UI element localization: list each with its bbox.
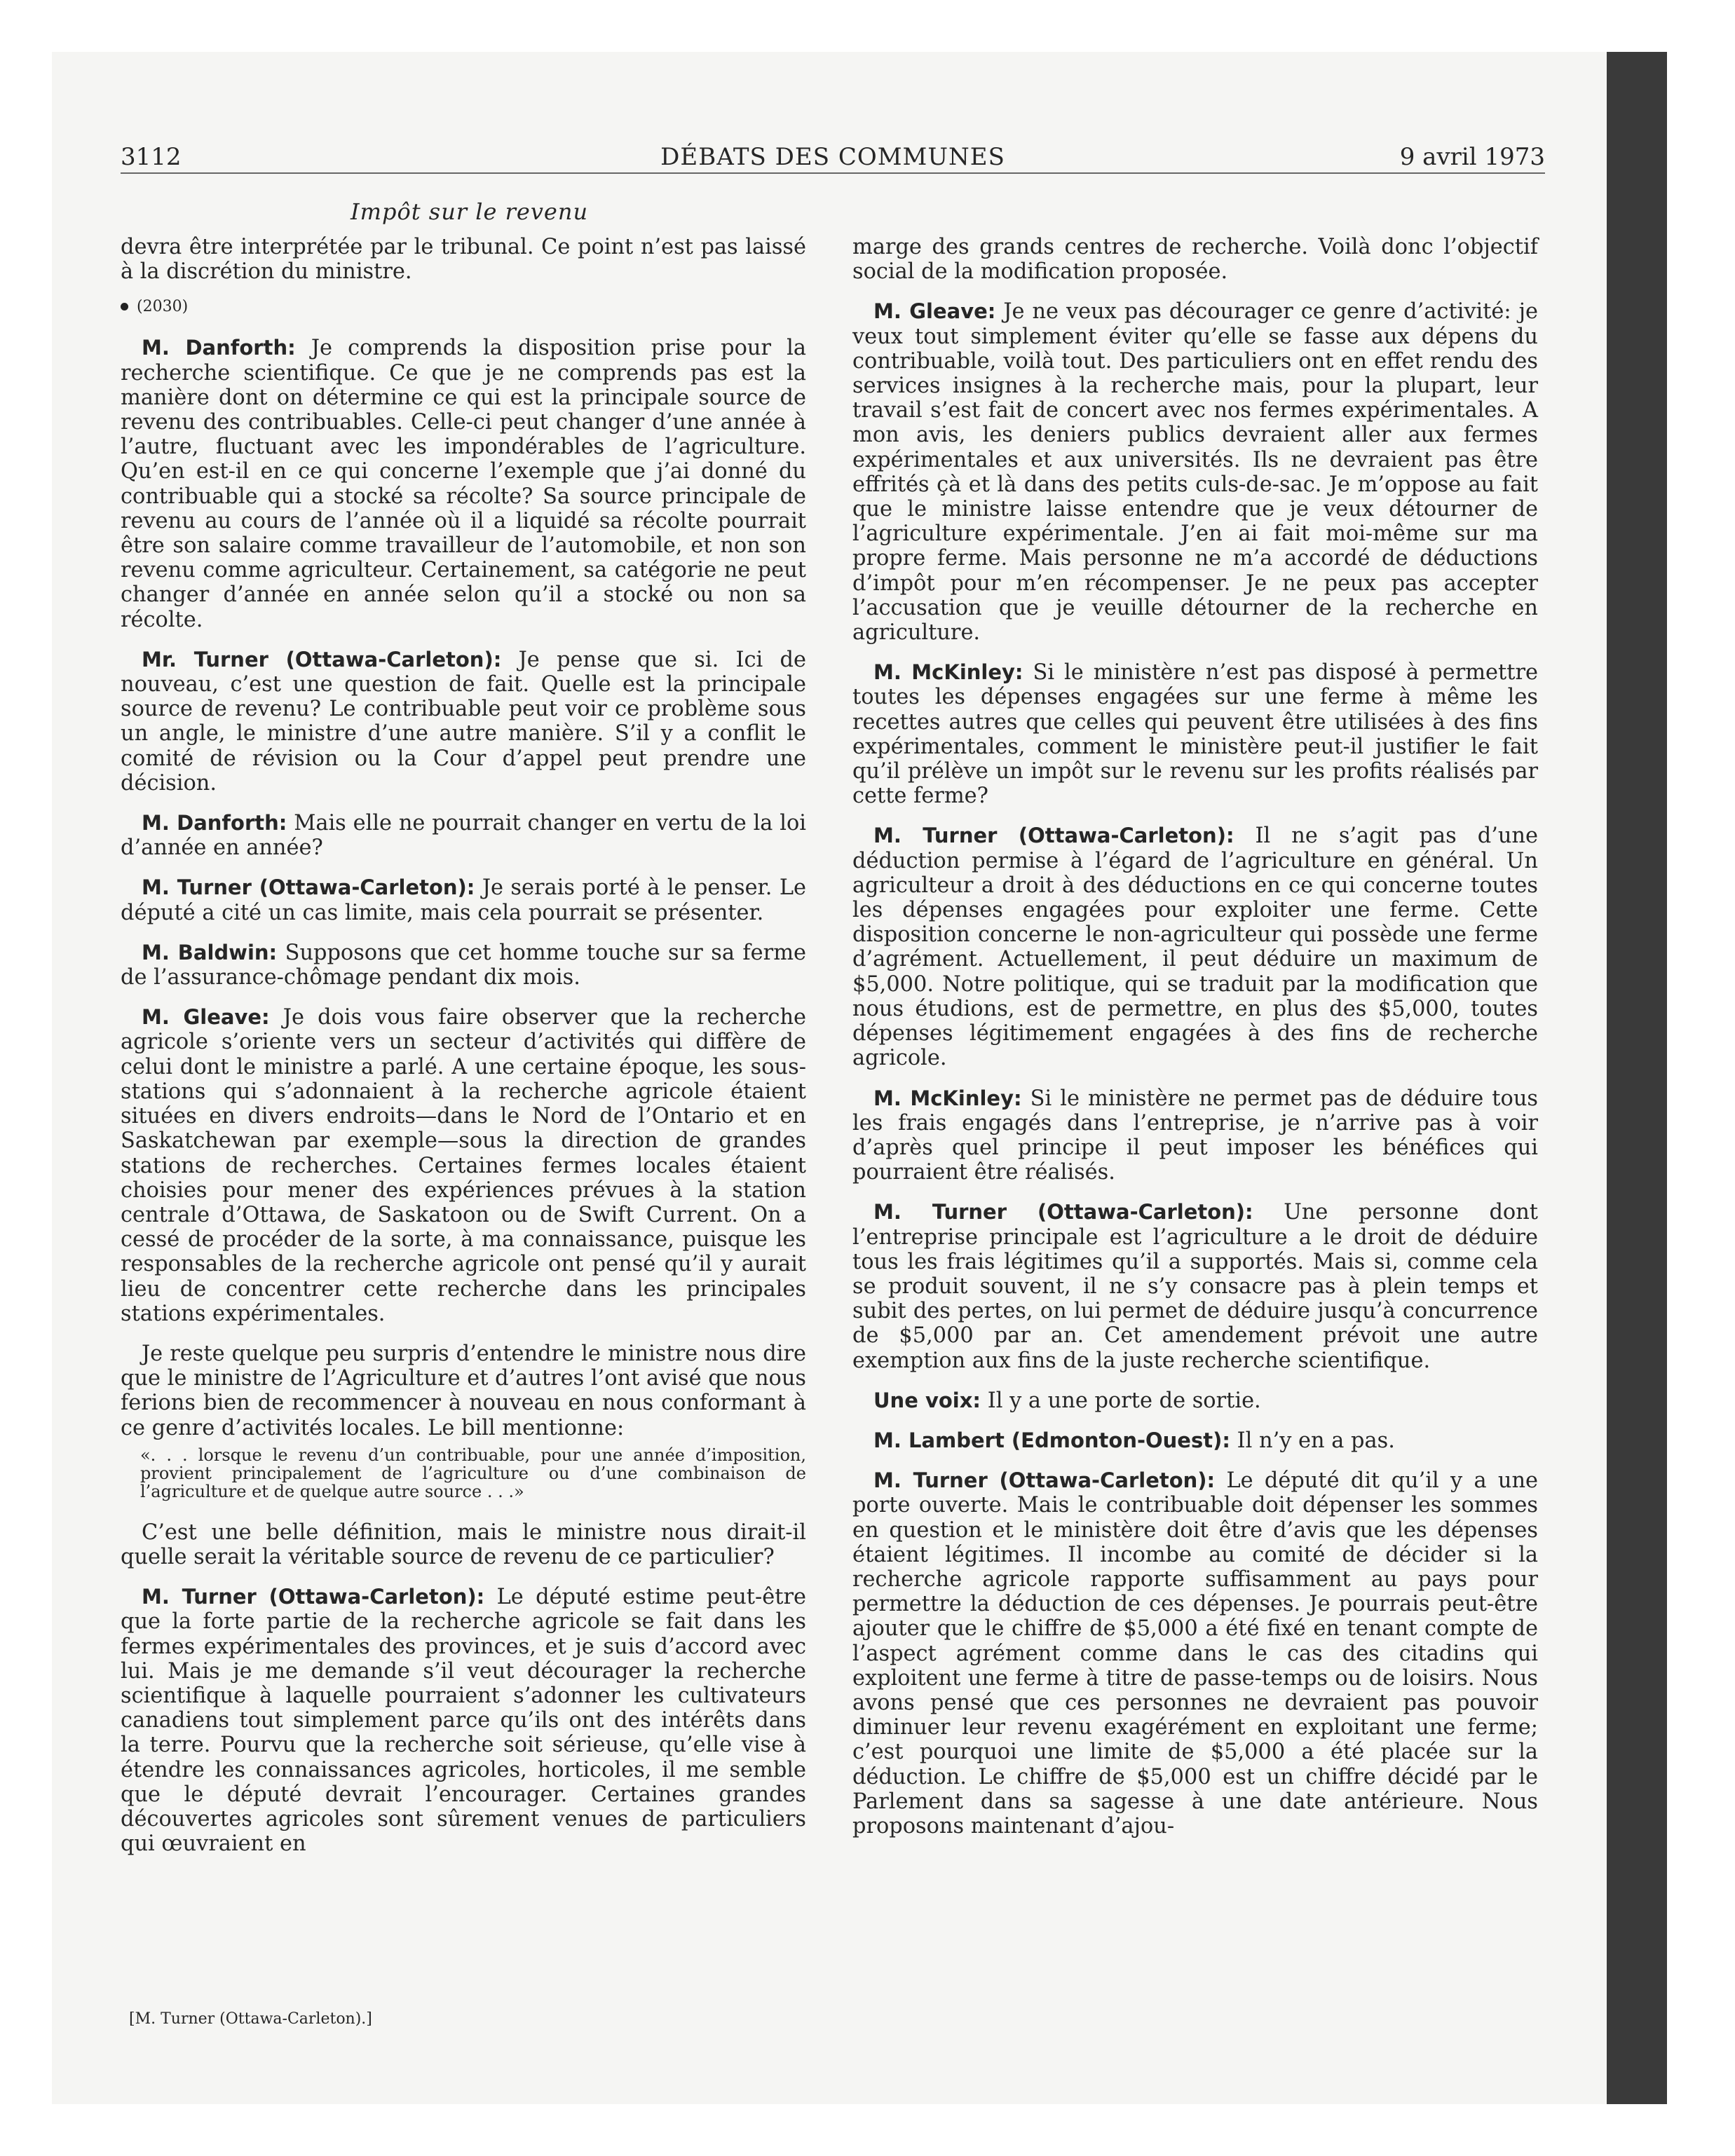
speaker-continuation-note: [M. Turner (Ottawa-Carleton).] bbox=[129, 2010, 372, 2028]
speech-paragraph bbox=[121, 1005, 806, 1326]
time-marker: (2030) bbox=[121, 296, 806, 318]
left-column bbox=[121, 235, 806, 1871]
speech-text: Je pense que si. Ici de nouveau, c’est une question de fait. Quelle est la principale source de revenu? Le contribuable peut voir ce problème sous un angle, le ministre d’une autre manière. S’il y a conflit le comité de révision ou la Cour d’appel peut prendre une décision. bbox=[121, 647, 806, 796]
speech-paragraph bbox=[852, 1086, 1538, 1185]
speaker-name: Une voix: bbox=[873, 1388, 981, 1412]
page-number: 3112 bbox=[121, 143, 182, 171]
speaker-name: M. Turner (Ottawa-Carleton): bbox=[142, 1585, 485, 1609]
speaker-name: M. Turner (Ottawa-Carleton): bbox=[873, 824, 1234, 848]
paragraph: marge des grands centres de recherche. Voilà donc l’objectif social de la modification proposée. bbox=[852, 235, 1538, 285]
speech-paragraph bbox=[121, 811, 806, 860]
paragraph: Je reste quelque peu surpris d’entendre le ministre nous dire que le ministre de l’Agriculture et d’autres l’ont avisé que nous ferions bien de recommencer à nouveau en nous conformant à ce genre d’activités locales. Le bill mentionne: bbox=[121, 1341, 806, 1440]
speech-paragraph bbox=[121, 941, 806, 990]
speech-text: Une personne dont l’entreprise principale est l’agriculture a le droit de déduire tous les frais légitimes qu’il a supportés. Mais si, comme cela se produit souvent, il ne s’y consacre pas à plein temps et subit des pertes, on lui permet de déduire jusqu’à concurrence de $5,000 par an. Cet amendement prévoit une autre exemption aux fins de la juste recherche scientifique. bbox=[852, 1200, 1538, 1373]
speaker-name: M. Turner (Ottawa-Carleton): bbox=[142, 875, 475, 900]
speech-paragraph bbox=[121, 648, 806, 796]
speaker-name: M. McKinley: bbox=[873, 660, 1023, 685]
bullet-icon bbox=[121, 303, 128, 311]
speech-paragraph bbox=[852, 1428, 1538, 1453]
speech-text: Mais elle ne pourrait changer en vertu de la loi d’année en année? bbox=[121, 811, 806, 861]
speech-text: Je serais porté à le penser. Le député a cité un cas limite, mais cela pourrait se présenter. bbox=[121, 875, 806, 925]
speaker-name: M. Baldwin: bbox=[142, 940, 278, 964]
section-heading: Impôt sur le revenu bbox=[351, 198, 589, 225]
speech-text: Si le ministère n’est pas disposé à permettre toutes les dépenses engagées sur une ferme à même les recettes autres que celles qui peuvent être utilisées à des fins expérimentales, comment le ministère peut-il justifier le fait qu’il prélève un impôt sur le revenu sur les profits réalisés par cette ferme? bbox=[852, 660, 1538, 809]
speech-text: Le député estime peut-être que la forte partie de la recherche agricole se fait dans les fermes expérimentales des provinces, et je suis d’accord avec lui. Mais je me demande s’il veut décourager la recherche scientifique à laquelle pourraient s’adonner les cultivateurs canadiens tout simplement parce qu’ils ont des intérêts dans la terre. Pourvu que la recherche soit sérieuse, qu’elle vise à étendre les connaissances agricoles, horticoles, il me semble que le député devrait l’encourager. Certaines grandes découvertes agricoles sont sûrement venues de particuliers qui œuvraient en bbox=[121, 1585, 806, 1857]
speech-paragraph bbox=[852, 299, 1538, 645]
speaker-name: M. Turner (Ottawa-Carleton): bbox=[873, 1200, 1253, 1224]
page-date: 9 avril 1973 bbox=[1399, 143, 1545, 171]
speech-paragraph bbox=[852, 1468, 1538, 1838]
speaker-name: Mr. Turner (Ottawa-Carleton): bbox=[142, 647, 502, 671]
right-column bbox=[852, 235, 1538, 1854]
speech-text: Supposons que cet homme touche sur sa ferme de l’assurance-chômage pendant dix mois. bbox=[121, 940, 806, 990]
speech-text: Je ne veux pas décourager ce genre d’activité: je veux tout simplement éviter qu’elle se fasse aux dépens du contribuable, voilà tout. Des particuliers ont en effet rendu des services insignes à la recherche mais, pour la plupart, leur travail s’est fait de concert avec nos fermes expérimentales. A mon avis, les deniers publics devraient aller aux fermes expérimentales et aux universités. Ils ne devraient pas être effrités çà et là dans des petits culs-de-sac. Je m’oppose au fait que le ministre laisse entendre que je veux détourner de l’agriculture expérimentale. J’en ai fait moi-même sur ma propre ferme. Mais personne ne m’a accordé de déductions d’impôt pour m’en récompenser. Je ne peux pas accepter l’accusation que je veuille détourner de la recherche en agriculture. bbox=[852, 299, 1538, 646]
speech-paragraph bbox=[121, 336, 806, 632]
speech-text: Je dois vous faire observer que la recherche agricole s’oriente vers un secteur d’activités qui diffère de celui dont le ministre a parlé. A une certaine époque, les sous-stations qui s’adonnaient à la recherche agricole étaient situées en divers endroits—dans le Nord de l’Ontario et en Saskatchewan par exemple—sous la direction de grandes stations de recherches. Certaines fermes locales étaient choisies pour mener des expériences prévues à la station centrale d’Ottawa, de Saskatoon ou de Swift Current. On a cessé de procéder de la sorte, à ma connaissance, puisque les responsables de la recherche agricole ont pensé qu’il y aurait lieu de concentrer cette recherche dans les principales stations expérimentales. bbox=[121, 1005, 807, 1326]
bill-quotation: «. . . lorsque le revenu d’un contribuable, pour une année d’imposition, provient principalement de l’agriculture ou d’une combinaison de l’agriculture et de quelque autre source . . .» bbox=[140, 1445, 806, 1501]
speech-text: Il ne s’agit pas d’une déduction permise à l’égard de l’agriculture en général. Un agriculteur a droit à des déductions en ce qui concerne toutes les dépenses engagées pour exploiter une ferme. Cette disposition concerne le non-agriculteur qui possède une ferme d’agrément. Actuellement, il peut déduire un maximum de $5,000. Notre politique, qui se traduit par la modification que nous étudions, est de permettre, en plus des $5,000, toutes dépenses légitimement engagées à des fins de recherche agricole. bbox=[852, 824, 1538, 1071]
speaker-name: M. McKinley: bbox=[873, 1086, 1022, 1110]
speaker-name: M. Gleave: bbox=[142, 1005, 270, 1030]
speech-text: Il n’y en a pas. bbox=[1230, 1428, 1395, 1453]
paragraph: devra être interprétée par le tribunal. Ce point n’est pas laissé à la discrétion du ministre. bbox=[121, 235, 806, 285]
speaker-name: M. Gleave: bbox=[873, 299, 996, 324]
speech-paragraph bbox=[121, 875, 806, 925]
speech-paragraph bbox=[852, 1389, 1538, 1413]
speaker-name: M. Danforth: bbox=[142, 336, 296, 360]
speech-text: Je comprends la disposition prise pour la recherche scientifique. Ce que je ne comprends pas est la manière dont on détermine ce qui est la principale source de revenu des contribuables. Celle-ci peut changer d’une année à l’autre, fluctuant avec les impondérables de l’agriculture. Qu’en est-il en ce qui concerne l’exemple que j’ai donné du contribuable qui a stocké sa récolte? Sa source principale de revenu au cours de l’année où il a liquidé sa récolte pourrait être son salaire comme travailleur de l’automobile, et non son revenu comme agriculteur. Certainement, sa catégorie ne peut changer d’année en année selon qu’il a stocké ou non sa récolte. bbox=[121, 336, 806, 632]
speech-paragraph bbox=[852, 660, 1538, 808]
scan-edge-bar bbox=[1607, 52, 1667, 2104]
speech-text: Si le ministère ne permet pas de déduire tous les frais engagés dans l’entreprise, je n’arrive pas à voir d’après quel principe il peut imposer les bénéfices qui pourraient être réalisés. bbox=[852, 1086, 1538, 1185]
speech-text: Le député dit qu’il y a une porte ouverte. Mais le contribuable doit dépenser les sommes en question et le ministère doit être d’avis que les dépenses étaient légitimes. Il incombe au comité de décider si la recherche agricole rapporte suffisamment au pays pour permettre la déduction de ces dépenses. Je pourrais peut-être ajouter que le chiffre de $5,000 a été fixé en tenant compte de l’aspect agrément comme dans le cas des citadins qui exploitent une ferme à titre de passe-temps ou de loisirs. Nous avons pensé que ces personnes ne devraient pas pouvoir diminuer leur revenu exagérément en exploitant une ferme; c’est pourquoi une limite de $5,000 a été placée sur la déduction. Le chiffre de $5,000 est un chiffre décidé par le Parlement dans sa sagesse à une date antérieure. Nous proposons maintenant d’ajou- bbox=[852, 1468, 1539, 1838]
paragraph: C’est une belle définition, mais le ministre nous dirait-il quelle serait la véritable source de revenu de ce particulier? bbox=[121, 1520, 806, 1569]
page-header bbox=[121, 140, 1545, 174]
speech-paragraph bbox=[121, 1585, 806, 1856]
speaker-name: M. Lambert (Edmonton-Ouest): bbox=[873, 1428, 1230, 1452]
speaker-name: M. Danforth: bbox=[142, 811, 287, 835]
speech-text: Il y a une porte de sortie. bbox=[981, 1388, 1261, 1413]
speaker-name: M. Turner (Ottawa-Carleton): bbox=[873, 1468, 1216, 1493]
publication-title: DÉBATS DES COMMUNES bbox=[660, 143, 1005, 171]
speech-paragraph bbox=[852, 1200, 1538, 1372]
speech-paragraph bbox=[852, 824, 1538, 1070]
